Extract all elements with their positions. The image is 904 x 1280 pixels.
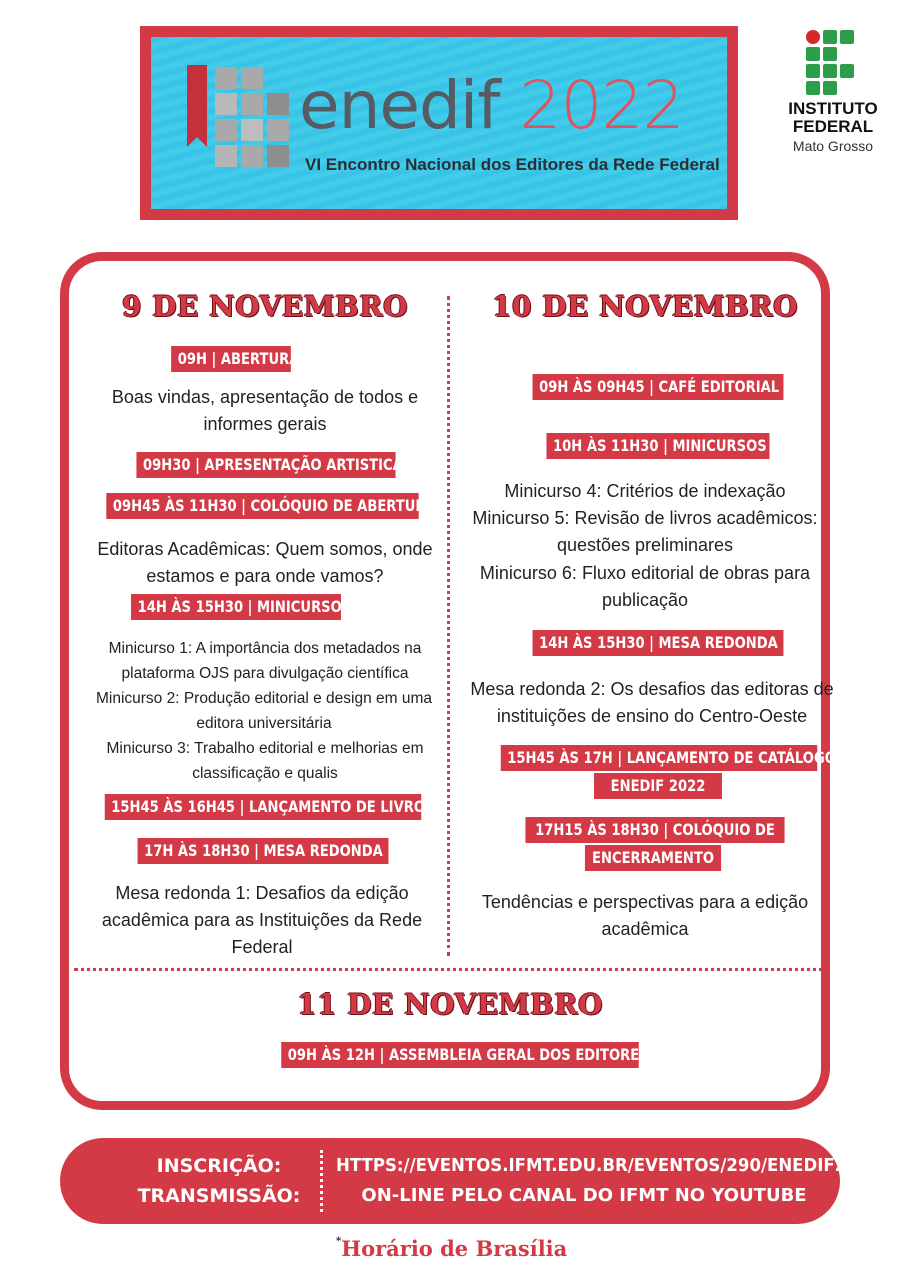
note-text: Horário de Brasília	[341, 1236, 568, 1261]
day3-assembleia-tag: 09H ÀS 12H | ASSEMBLEIA GERAL DOS EDITORES	[281, 1042, 639, 1068]
day2-heading: 10 DE NOVEMBRO	[492, 290, 798, 323]
day2-mesa-tag: 14H ÀS 15H30 | MESA REDONDA	[533, 630, 784, 656]
banner-title	[299, 67, 683, 145]
day2-cafe-tag: 09H ÀS 09H45 | CAFÉ EDITORIAL	[533, 374, 784, 400]
day2-coloquio-desc: Tendências e perspectivas para a edição acadêmica	[481, 892, 809, 939]
note-asterisk: *	[336, 1236, 342, 1247]
day1-minicursos-tag: 14H ÀS 15H30 | MINICURSOS	[131, 594, 341, 620]
banner-background	[151, 37, 727, 209]
day1-minicurso-1: Minicurso 1: A importância dos metadados na plataforma OJS para divulgação científica	[108, 640, 422, 682]
day2-lancamento-tag-cont: ENEDIF 2022	[594, 773, 722, 799]
inscricao-link[interactable]: HTTPS://EVENTOS.IFMT.EDU.BR/EVENTOS/290/ENEDIF20	[336, 1155, 858, 1176]
day1-minicurso-2: Minicurso 2: Produção editorial e design em uma editora universitária	[95, 690, 432, 732]
day1-heading: 9 DE NOVEMBRO	[122, 290, 408, 323]
logo-text-campus: Mato Grosso	[792, 138, 874, 154]
day2-coloquio-tag: 17H15 ÀS 18H30 | COLÓQUIO DE	[525, 817, 784, 843]
logo-red-dot-icon	[806, 30, 820, 44]
event-banner	[140, 26, 738, 220]
banner-title-word: enedif	[299, 67, 500, 144]
day1-mesa-tag: 17H ÀS 18H30 | MESA REDONDA	[138, 838, 389, 864]
day3-heading: 11 DE NOVEMBRO	[297, 988, 603, 1021]
day2-mesa-desc: Mesa redonda 2: Os desafios das editoras de instituições de ensino do Centro-Oeste	[470, 679, 834, 726]
logo-text-instituto: INSTITUTO	[788, 99, 878, 118]
grid-book-icon	[209, 63, 289, 183]
transmissao-value: ON-LINE PELO CANAL DO IFMT NO YOUTUBE	[361, 1185, 807, 1206]
day2-lancamento-tag: 15H45 ÀS 17H | LANÇAMENTO DE CATÁLOGO	[501, 745, 818, 771]
day1-coloquio-desc: Editoras Acadêmicas: Quem somos, onde estamos e para onde vamos?	[97, 539, 433, 586]
day2-minicurso-4: Minicurso 4: Critérios de indexação	[504, 481, 786, 501]
banner-title-year: 2022	[499, 67, 684, 144]
row-divider	[74, 968, 830, 971]
day2-minicurso-5: Minicurso 5: Revisão de livros acadêmicos: questões preliminares	[472, 508, 818, 555]
timezone-note	[336, 1236, 576, 1261]
day2-minicursos-tag: 10H ÀS 11H30 | MINICURSOS	[546, 433, 769, 459]
day1-lancamento-tag: 15H45 ÀS 16H45 | LANÇAMENTO DE LIVROS	[105, 794, 422, 820]
footer-divider	[320, 1150, 323, 1212]
day1-mesa-desc: Mesa redonda 1: Desafios da edição acadêmica para as Instituições da Rede Federal	[101, 883, 423, 957]
day1-abertura-tag: 09H | ABERTURA	[171, 346, 291, 372]
banner-subtitle: VI Encontro Nacional dos Editores da Rede Federal	[305, 155, 720, 174]
bookmark-icon	[187, 65, 207, 137]
transmissao-label: TRANSMISSÃO:	[137, 1185, 301, 1207]
day1-apresentacao-tag: 09H30 | APRESENTAÇÃO ARTISTICA	[136, 452, 395, 478]
day1-abertura-desc: Boas vindas, apresentação de todos e informes gerais	[111, 387, 419, 434]
logo-text-federal: FEDERAL	[792, 117, 874, 136]
day1-minicurso-3: Minicurso 3: Trabalho editorial e melhorias em classificação e qualis	[106, 740, 424, 782]
day2-minicurso-6: Minicurso 6: Fluxo editorial de obras para publicação	[479, 563, 811, 610]
inscricao-label: INSCRIÇÃO:	[156, 1155, 282, 1177]
day2-coloquio-tag-cont: ENCERRAMENTO	[585, 845, 721, 871]
day1-coloquio-tag: 09H45 ÀS 11H30 | COLÓQUIO DE ABERTURA	[106, 493, 418, 519]
column-divider	[447, 296, 450, 956]
instituto-federal-logo	[780, 28, 886, 158]
